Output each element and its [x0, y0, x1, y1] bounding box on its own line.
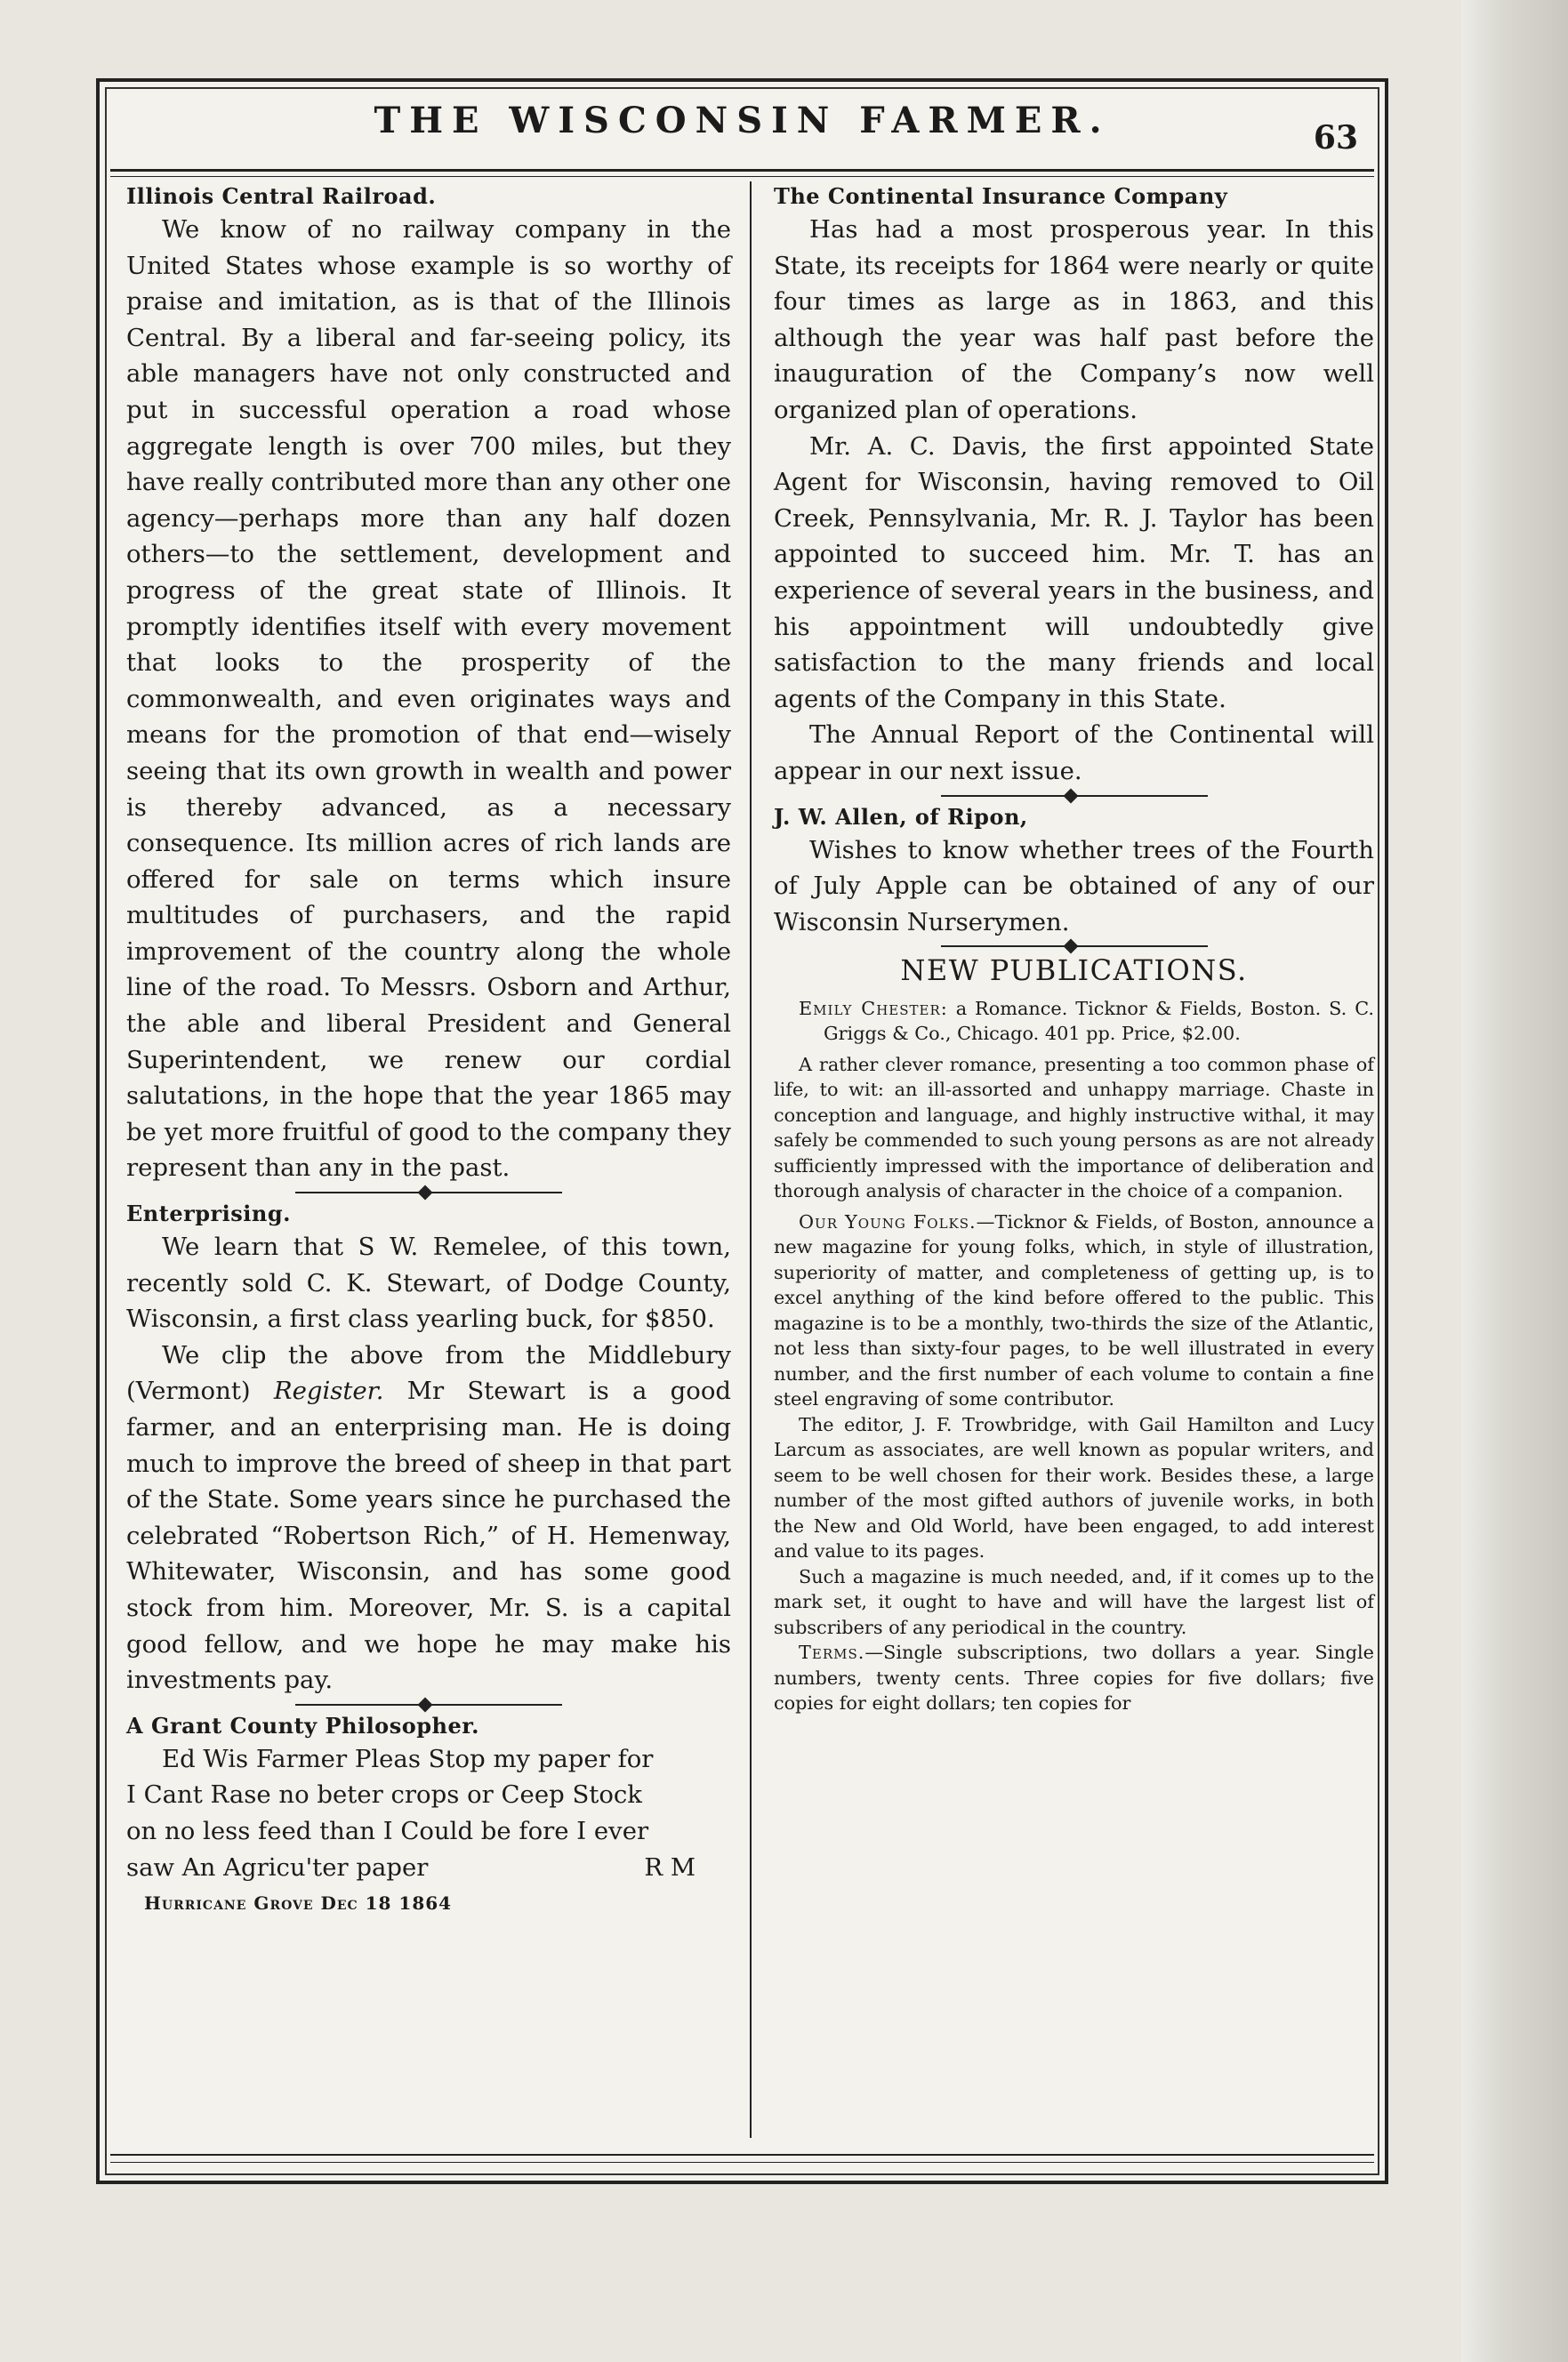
header-rule-thin [110, 176, 1374, 177]
left-column [126, 181, 731, 1922]
editor-note: The editor, J. F. Trowbridge, with Gail Hamilton and Lucy Larcum as associates, are well known as popular writers, and seem to be well chosen for their work. Besides these, a large number of the most gifted authors of juvenile works, in both the New and Old World, have been engaged, to add interest and value to its pages. [774, 1413, 1374, 1563]
terms-text: —Single subscriptions, two dollars a year. Single numbers, twenty cents. Three copies for five dollars; five copies for eight dollars; ten copies for [774, 1642, 1374, 1715]
footer-rule-thin [110, 2162, 1374, 2163]
running-header: THE WISCONSIN FARMER. [374, 100, 1111, 141]
emily-title: Emily Chester: [799, 997, 948, 1019]
section-separator [941, 795, 1208, 797]
allen-body: Wishes to know whether trees of the Fourth of July Apple can be obtained of any of our Wisconsin Nurserymen. [774, 835, 1374, 936]
grant-letter [126, 1741, 731, 1922]
continental-heading: The Continental Insurance Company [774, 183, 1228, 209]
continental-body-1: Has had a most prosperous year. In this State, its receipts for 1864 were nearly or quite four times as large as in 1863, and this although the year was half past before the inauguration of the Company’s now well organized plan of operations. [774, 215, 1374, 424]
enterprising-body: We learn that S W. Remelee, of this town, recently sold C. K. Stewart, of Dodge County, Wisconsin, a first class yearling buck, for $850. [126, 1233, 731, 1334]
grant-line-3: on no less feed than I Could be fore I ever [126, 1816, 649, 1845]
emily-review: A rather clever romance, presenting a too common phase of life, to wit: an ill-assorted and unhappy marriage. Chaste in conception and language, and highly instructive withal, it may safely be commended to such young persons as are not already sufficiently impressed with the importance of deliberation and thorough analysis of character in the choice of a companion. [774, 1053, 1374, 1202]
register-title: Register. [273, 1377, 384, 1406]
enterprising-body-2b: Mr Stewart is a good farmer, and an enterprising man. He is doing much to improve the breed of sheep in that part of the State. Some years since he purchased the celebrated “Robertson Rich,” of H. Hemenway, Whitewater, Wisconsin, and has some good stock from him. Moreover, Mr. S. is a capital good fellow, and we hope he may make his investments pay. [126, 1377, 731, 1695]
footer-rule [110, 2154, 1374, 2156]
adjacent-page-edge [1461, 0, 1568, 2362]
terms-label: Terms. [799, 1642, 865, 1664]
publications-body [774, 996, 1374, 1716]
section-separator [295, 1704, 562, 1706]
emily-cite-text: a Romance. Ticknor & Fields, Boston. S. C. Griggs & Co., Chicago. 401 pp. Price, $2.00. [824, 997, 1374, 1045]
young-folks-text: —Ticknor & Fields, of Boston, announce a new magazine for young folks, which, in style of illustration, superiority of matter, and completeness of getting up, is to excel anything of the kind before offered to the public. This magazine is to be a monthly, two-thirds the size of the Atlantic, not less than sixty-four pages, to be well illustrated in every number, and the first number of each volume to contain a fine steel engraving of some contributor. [774, 1210, 1374, 1410]
page-number: 63 [1313, 119, 1358, 157]
young-folks [774, 1209, 1374, 1412]
grant-heading: A Grant County Philosopher. [126, 1712, 480, 1739]
section-separator [295, 1192, 562, 1193]
enterprising-body-2 [126, 1338, 731, 1699]
grant-line-1: Ed Wis Farmer Pleas Stop my paper for [162, 1744, 654, 1773]
section-separator [941, 945, 1208, 947]
header-rule [110, 169, 1374, 172]
right-column [774, 181, 1374, 1716]
illinois-body: We know of no railway company in the United States whose example is so worthy of praise and imitation, as is that of the Illinois Central. By a liberal and far-seeing policy, its able managers have not only constructed and put in successful operation a road whose aggregate length is over 700 miles, but they have really contributed more than any other one agency—perhaps more than any half dozen others—to the settlement, development and progress of the great state of Illinois. It promptly identifies itself with every movement that looks to the prosperity of the commonwealth, and even originates ways and means for the promotion of that end—wisely seeing that its own growth in wealth and power is thereby advanced, as a necessary consequence. Its million acres of rich lands are offered for sale on terms which insure multitudes of purchasers, and the rapid improvement of the country along the whole line of the road. To Messrs. Osborn and Arthur, the able and liberal President and General Superintendent, we renew our cordial salutations, in the hope that the year 1865 may be yet more fruitful of good to the company they represent than any in the past. [126, 215, 731, 1183]
enterprising-body-2a: We clip the above from the Middlebury (Vermont) [126, 1340, 731, 1406]
new-publications-title: NEW PUBLICATIONS. [900, 953, 1248, 988]
continental-body-2: Mr. A. C. Davis, the first appointed State Agent for Wisconsin, having removed to Oil Creek, Pennsylvania, Mr. R. J. Taylor has been appointed to succeed him. Mr. T. has an experience of several years in the business, and his appointment will undoubtedly give satisfaction to the many friends and local agents of the Company in this State. [774, 431, 1374, 713]
allen-heading: J. W. Allen, of Ripon, [774, 803, 1028, 830]
grant-initials: R M [644, 1852, 696, 1882]
grant-line-2: I Cant Rase no beter crops or Ceep Stock [126, 1780, 642, 1810]
young-folks-title: Our Young Folks. [799, 1210, 977, 1233]
emily-citation [799, 996, 1374, 1047]
terms [774, 1640, 1374, 1716]
grant-place-date: Hurricane Grove Dec 18 1864 [144, 1892, 453, 1915]
magazine-page [96, 78, 1388, 2184]
continental-body-3: The Annual Report of the Continental will appear in our next issue. [774, 720, 1374, 785]
illinois-heading: Illinois Central Railroad. [126, 183, 437, 209]
column-divider [750, 181, 752, 2138]
enterprising-heading: Enterprising. [126, 1201, 291, 1227]
grant-line-4-row [126, 1850, 731, 1886]
grant-line-4: saw An Agricu'ter paper [126, 1852, 429, 1882]
magazine-need: Such a magazine is much needed, and, if it comes up to the mark set, it ought to have and will have the largest list of subscribers of any periodical in the country. [774, 1565, 1374, 1638]
